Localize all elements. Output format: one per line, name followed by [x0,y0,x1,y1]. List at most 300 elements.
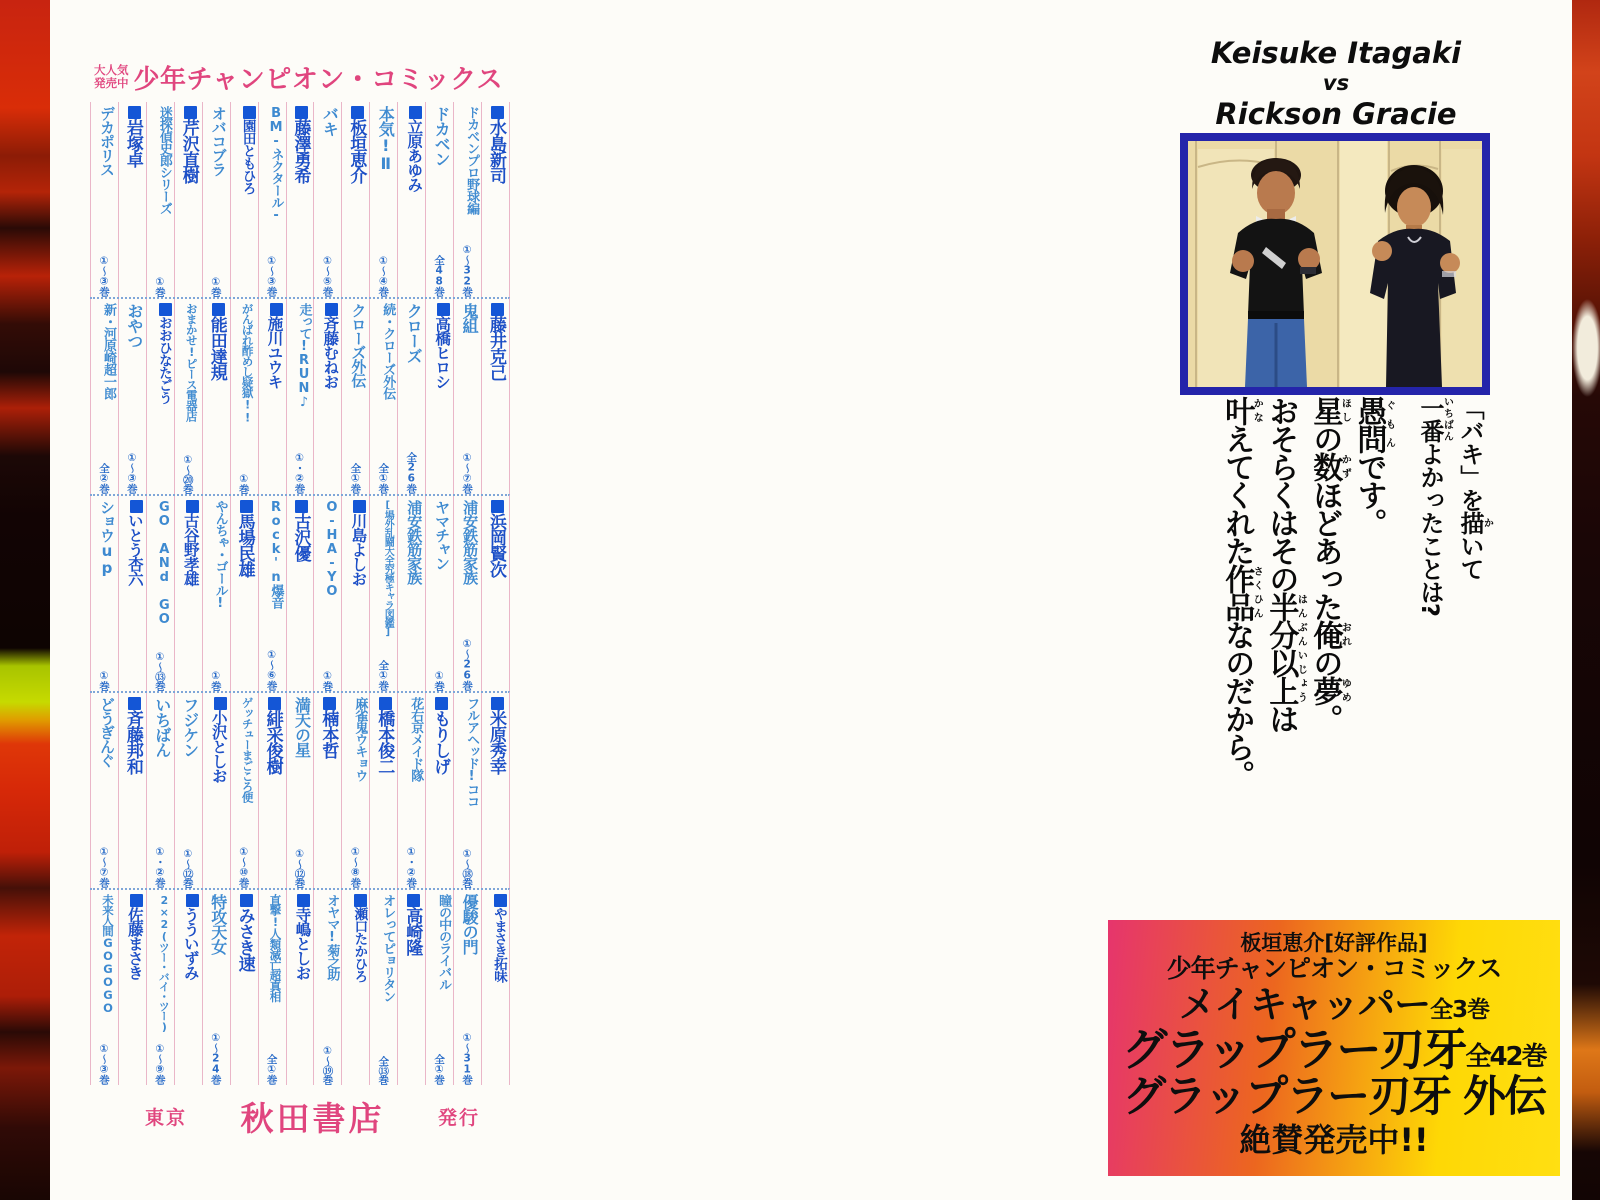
series-title: バキ [320,106,340,136]
author-name: 藤澤勇希 [290,119,311,183]
furigana-text: 描か [1456,511,1493,534]
badge-line1: 大人気 [94,62,129,77]
author-column [230,890,258,1085]
title-column [174,299,202,494]
ad-title-baki-vols: 全42巻 [1465,1042,1546,1073]
title-column [286,693,314,888]
series-title: Rock'n爆音 [268,500,284,608]
author-column [202,693,230,888]
catalog-entry [425,102,509,297]
volume-count: 全①巻 [265,1054,278,1084]
author-column [118,890,146,1085]
title-column [397,693,425,888]
volume-count: ①〜31巻 [461,1032,474,1084]
author-column [341,102,369,297]
catalog-entry [258,890,314,1085]
furigana-text: 数かず [1307,452,1351,480]
catalog-entry [369,890,425,1085]
series-marker-icon [240,500,253,513]
series-marker-icon [325,303,338,316]
series-marker-icon [409,106,422,119]
series-marker-icon [435,697,448,710]
volume-count: ①〜24巻 [209,1032,222,1084]
author-column [230,496,258,691]
catalog-entry [90,890,146,1085]
catalog-entry [146,890,202,1085]
author-name: 施川ユウキ [265,316,284,389]
vs-title-line1: Keisuke Itagaki [1210,36,1462,70]
series-title: 本気!Ⅱ [376,106,396,172]
author-name: おおひなたごう [155,316,172,404]
title-column [230,299,258,494]
title-column [118,299,146,494]
catalog-entry [230,693,286,888]
author-column [425,299,453,494]
author-column [202,299,230,494]
catalog-entry [90,299,174,494]
catalog-entry [258,102,314,297]
title-column [313,102,341,297]
title-column [202,496,230,691]
volume-count: 全⑬巻 [377,1055,390,1084]
author-name: 寺嶋としお [293,907,312,980]
catalog-entry [174,299,230,494]
series-title: 瞳の中のライバル [436,894,452,990]
ad-title-mcapper-text: メイキャッパー [1178,982,1431,1026]
author-name: 斉藤邦和 [122,710,143,774]
title-column [146,890,174,1085]
series-title: ドカベンプロ野球編 [464,106,480,214]
series-marker-icon [491,697,504,710]
series-marker-icon [494,894,507,907]
interview-question-line: 「バキ」を描かいて [1456,396,1493,580]
volume-count: ①〜⑦巻 [461,452,474,493]
author-name: 楠本哲 [318,710,339,758]
volume-count: ①〜⑧巻 [349,846,362,887]
series-marker-icon [437,303,450,316]
author-column [341,496,369,691]
interview-answer-line: 愚問ぐもんです。 [1351,396,1395,536]
author-name: 能田達規 [206,316,227,380]
catalog-entry [202,102,258,297]
series-title: がんばれ酢めし疑獄!! [240,303,255,424]
title-column [369,102,397,297]
series-marker-icon [159,303,172,316]
series-title: ゲッチューまごころ便 [240,697,255,802]
catalog-entry [313,890,369,1085]
catalog-entry [369,496,509,691]
title-column [90,102,118,297]
volume-count: ①〜⑦巻 [98,846,110,887]
interview-answer-line: 叶かなえてくれた作品さくひんなのだから。 [1219,396,1263,788]
author-column [481,890,509,1085]
cover-art-right-strip [1572,0,1600,1200]
author-column [146,299,174,494]
author-column [258,693,286,888]
volume-count: 全48巻 [433,255,446,296]
series-marker-icon [323,697,336,710]
series-title: 特攻天女 [208,894,228,954]
title-column [313,890,341,1085]
author-name: 川島よしお [349,513,368,586]
author-name: 藤井克己 [486,316,506,380]
series-marker-icon [351,106,364,119]
series-title: 優駿の門 [460,894,480,954]
volume-count: ①〜⑨巻 [153,1043,166,1084]
volume-count: ①〜③巻 [125,452,138,493]
catalog-entry [341,693,397,888]
volume-count: 全①巻 [377,463,390,493]
author-name: 芹沢直樹 [178,119,199,183]
title-column [90,693,118,888]
series-title: フルアヘッド!ココ [464,697,480,807]
title-column [453,890,481,1085]
title-column [369,890,397,1085]
author-name: みさき速 [234,907,255,971]
author-name: 瀬口たかひろ [351,907,368,982]
catalog-row [90,102,510,297]
title-column [146,693,174,888]
catalog-entry [425,890,509,1085]
series-marker-icon [491,106,504,119]
photo-illustration [1188,141,1482,387]
title-column [258,102,286,297]
volume-count: 全②巻 [97,463,110,493]
title-column [146,102,174,297]
publisher-suffix: 発行 [437,1107,480,1129]
title-column [258,890,286,1085]
volume-count: ①〜③巻 [98,255,110,296]
itagaki-gracie-photo [1180,133,1490,395]
series-marker-icon [130,500,143,513]
series-marker-icon [297,894,310,907]
author-column [369,693,397,888]
author-name: 佐藤まさき [125,907,144,980]
author-name: 園田ともひろ [239,119,256,194]
series-marker-icon [379,697,392,710]
author-name: 小沢としお [209,710,228,783]
author-column [313,299,341,494]
author-name: 古谷野孝雄 [181,513,200,586]
series-marker-icon [295,500,308,513]
series-title: 麻雀鬼ウキョウ [352,697,368,781]
series-marker-icon [295,106,308,119]
series-title: 未来人間GOGOGO [100,894,115,1014]
catalog-title: 少年チャンピオン・コミックス [133,64,503,95]
volume-count: ①〜⑳巻 [181,453,194,493]
series-title: 2×2(ツー・バイ・ツー) [157,894,171,1033]
ad-title-baki [1108,1023,1560,1077]
author-column [230,102,258,297]
series-marker-icon [128,106,141,119]
title-column [146,496,174,691]
volume-count: ①〜⑤巻 [321,255,334,296]
author-column [481,102,509,297]
series-marker-icon [270,303,283,316]
furigana-text: 一番いちばん [1416,396,1453,442]
series-title: やんちゃ・ゴール! [212,500,228,610]
publisher-name: 秋田書店 [240,1099,385,1138]
author-name: 斉藤むねお [321,316,340,389]
series-title: O-HA-YO [324,500,340,598]
series-title: 浦安鉄筋家族 [461,500,480,584]
series-title: フジケン [180,697,200,757]
author-column [118,496,146,691]
author-column [481,496,509,691]
ad-imprint-line: 少年チャンピオン・コミックス [1166,954,1502,984]
author-column [425,693,453,888]
catalog-row [90,494,510,691]
furigana-text: 愚問ぐもん [1351,396,1395,452]
volume-count: ①巻 [321,669,334,690]
catalog-entry [202,496,258,691]
catalog-entry [453,693,509,888]
author-column [286,890,314,1085]
author-column [286,496,314,691]
volume-count: ①〜⑫巻 [293,847,306,887]
series-marker-icon [491,303,504,316]
series-title: どうぎんぐ [97,697,116,767]
author-column [258,299,286,494]
ad-title-baki-text: グラップラー刃牙 [1122,1023,1466,1077]
volume-count: ①・②巻 [153,846,166,887]
catalog-row [90,888,510,1085]
series-marker-icon [212,303,225,316]
ad-title-baki-gaiden: グラップラー刃牙 外伝 [1122,1071,1546,1122]
furigana-text: 星ほし [1307,396,1351,424]
author-column [118,102,146,297]
catalog-entry [286,299,342,494]
author-name: 浜岡賢次 [486,513,506,577]
series-marker-icon [130,894,143,907]
volume-count: ①〜③巻 [265,255,278,296]
ad-title-mcapper-vols: 全3巻 [1430,996,1490,1023]
author-name: 立原あゆみ [405,119,424,192]
publisher-city: 東京 [145,1107,188,1129]
volume-count: ①巻 [433,669,446,690]
catalog-row [90,691,510,888]
ad-on-sale-text: 絶賛発売中!! [1239,1120,1429,1159]
title-column [425,890,453,1085]
author-column [341,890,369,1085]
catalog-entry [146,693,230,888]
series-marker-icon [184,106,197,119]
series-title: 迷探偵史郎シリーズ [156,106,172,214]
volume-count: ①巻 [97,669,110,690]
title-column [174,693,202,888]
series-title: オレってピョリタン [380,894,396,1002]
volume-count: ①〜⑱巻 [461,847,474,887]
catalog-entry [313,496,369,691]
catalog-row [90,297,510,494]
series-title: 直撃!人類滅亡超真相 [268,894,283,1002]
title-column [90,890,118,1085]
catalog-entry [90,496,146,691]
series-title: オバコブラ [209,106,228,176]
series-title: 走って!RUN♪ [296,303,312,409]
catalog-entry [341,299,453,494]
catalog-entry [313,102,369,297]
furigana-text: 夢ゆめ [1307,676,1351,704]
author-name: 馬場民雄 [234,513,255,577]
series-title: ヤマチャン [433,500,452,570]
series-marker-icon [214,697,227,710]
title-column [258,496,286,691]
volume-count: ①巻 [209,669,222,690]
author-column [397,102,425,297]
volume-count: ①巻 [237,472,250,493]
title-column [425,496,453,691]
title-column [341,693,369,888]
title-column [369,299,397,494]
series-title: クローズ外伝 [349,303,368,387]
vs-title [1180,36,1492,132]
series-title: 鬼組 [460,303,480,333]
volume-count: ①〜32巻 [461,244,474,296]
author-name: 米原秀幸 [486,710,506,774]
series-title: ドカベン [432,106,452,166]
volume-count: ①・②巻 [405,846,418,887]
series-title: 続・クローズ外伝 [380,303,396,399]
series-marker-icon [240,894,253,907]
author-name: 板垣恵介 [346,119,367,183]
series-title: 新・河原崎超一郎 [100,303,116,399]
volume-count: ①・②巻 [293,452,306,493]
cover-art-left-strip [0,0,50,1200]
title-column [453,299,481,494]
interview-answer-line: 星ほしの数かずほどあった俺おれの夢ゆめ。 [1307,396,1351,732]
catalog-entry [258,496,314,691]
author-column [174,496,202,691]
series-title: 浦安鉄筋家族 [405,500,424,584]
publisher-footer [90,1085,510,1140]
title-column [202,890,230,1085]
author-column [174,890,202,1085]
volume-count: ①〜26巻 [461,638,474,690]
series-title: 花右京メイド隊 [408,697,424,781]
series-title: オヤマ!菊之助 [324,894,340,980]
author-column [286,102,314,297]
author-name: 岩塚卓 [122,119,143,167]
interview-answer-line: おそらくはその半分以上はんぶんいじょうは [1263,396,1307,732]
author-name: 水島新司 [486,119,506,183]
author-column [118,693,146,888]
volume-count: ①〜⑬巻 [153,650,166,690]
catalog-entry [146,102,202,297]
title-column [397,496,425,691]
volume-count: 全①巻 [377,660,390,690]
series-marker-icon [268,697,281,710]
series-title: [場外乱闘大全究極キャラ図鑑] [382,500,394,637]
author-name: やまさき拓味 [491,907,507,982]
badge-line2: 発売中 [94,76,129,90]
series-title: GO ANd GO [156,500,172,626]
author-name: いとう杏六 [125,513,144,586]
catalog-entry [90,102,146,297]
series-title: ショウup [97,500,116,576]
vs-title-line3: Rickson Gracie [1215,96,1457,131]
title-column [286,299,314,494]
catalog-entry [146,496,202,691]
vs-title-line2: vs [1322,71,1350,96]
title-column [90,496,118,691]
catalog-entry [397,693,453,888]
volume-count: ①〜⑲巻 [321,1044,334,1084]
volume-count: ①〜⑩巻 [237,846,250,887]
ad-title-mcapper [1108,984,1560,1027]
title-column [453,496,481,691]
series-title: おやつ [124,303,144,348]
series-catalog-table [90,102,510,1085]
series-title: いちばん [152,697,172,757]
comics-catalog-panel [90,52,510,1140]
author-column [174,102,202,297]
title-column [202,102,230,297]
author-name: 高橋ヒロシ [433,316,452,389]
catalog-entry [453,299,509,494]
volume-count: ①巻 [209,275,222,296]
on-sale-badge [94,64,129,90]
series-marker-icon [353,500,366,513]
title-column [453,102,481,297]
volume-count: ①〜⑫巻 [181,847,194,887]
volume-count: 全26巻 [405,452,418,493]
catalog-entry [286,693,342,888]
series-title: BM-ネクタール- [268,106,284,222]
series-marker-icon [491,500,504,513]
interview-quote [1218,396,1492,861]
title-column [425,102,453,297]
author-name: うういずみ [181,907,200,980]
title-column [230,693,258,888]
series-title: クローズ [404,303,424,363]
title-column [397,299,425,494]
series-marker-icon [407,894,420,907]
series-marker-icon [186,894,199,907]
title-column [341,299,369,494]
series-title: 満天の星 [292,697,312,757]
catalog-entry [369,102,425,297]
volume-count: ①〜④巻 [377,255,390,296]
author-name: 緋采俊樹 [262,710,283,774]
furigana-text: 作品さくひん [1219,564,1263,620]
title-column [313,496,341,691]
furigana-text: 叶かな [1219,396,1263,424]
author-column [397,890,425,1085]
ad-author-line: 板垣恵介[好評作品] [1240,931,1428,955]
furigana-text: 俺おれ [1307,620,1351,648]
catalog-entry [90,693,146,888]
catalog-entry [230,299,286,494]
author-column [481,693,509,888]
volume-count: ①〜⑥巻 [265,649,278,690]
series-title: おまかせ!ピース電器店 [184,303,199,421]
volume-count: ①巻 [153,275,166,296]
volume-count: ①〜③巻 [98,1043,110,1084]
series-marker-icon [354,894,367,907]
series-title: デカポリス [97,106,116,176]
promo-ad-block [1108,920,1560,1176]
volume-count: 全①巻 [349,463,362,493]
series-marker-icon [243,106,256,119]
interview-question-line: 一番いちばんよかったことは? [1416,396,1453,616]
furigana-text: 半分以上はんぶんいじょう [1263,592,1307,704]
title-column [453,693,481,888]
author-column [313,693,341,888]
catalog-entry [202,890,258,1085]
author-column [481,299,509,494]
author-name: 古沢優 [290,513,311,561]
